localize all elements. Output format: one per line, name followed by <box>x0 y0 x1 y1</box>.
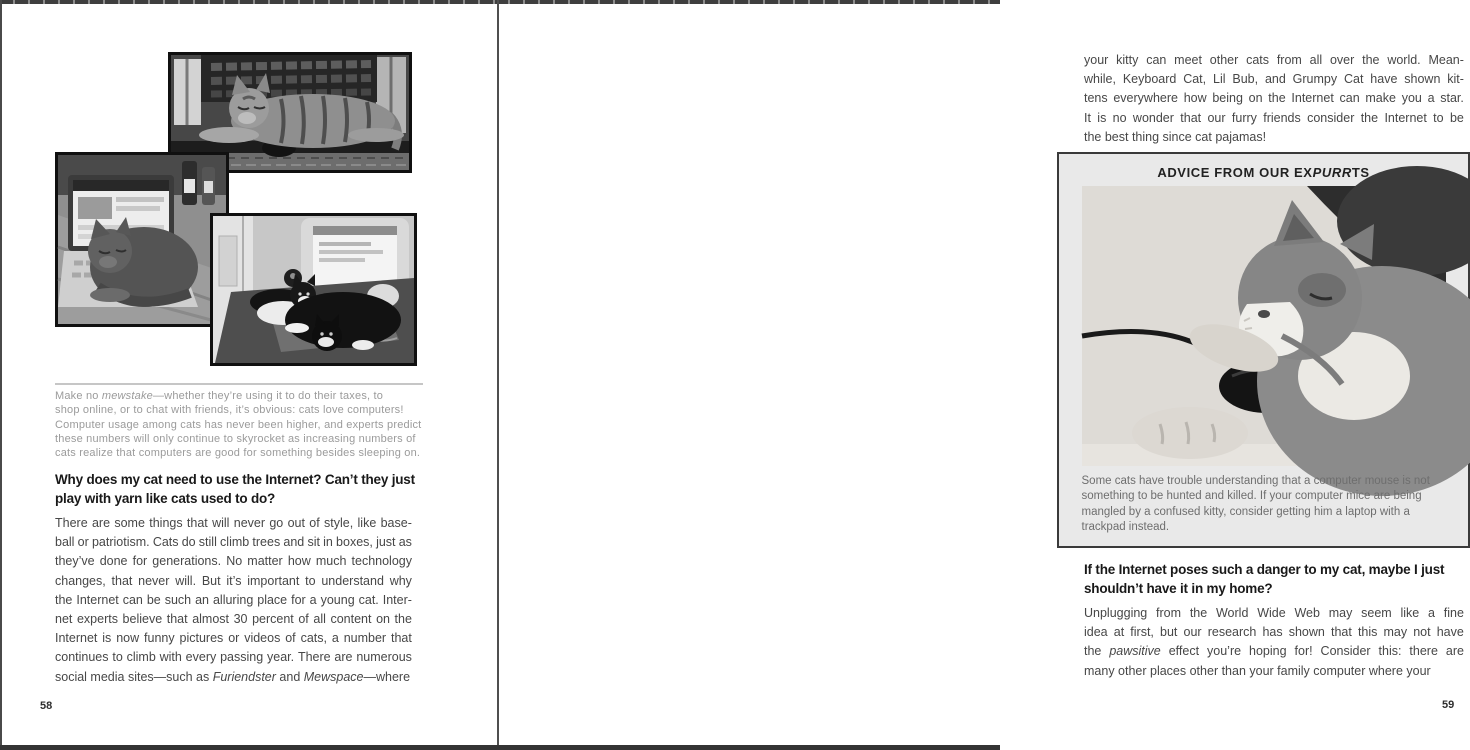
right-page <box>499 0 1464 750</box>
text-line: ball or patriotism. Cats do still climb trees and sit in boxes, just as <box>55 535 412 550</box>
text-line: Computer usage among cats has never been higher, and experts predict <box>55 418 422 431</box>
text-line: many other places other than your family computer where your <box>1084 663 1431 678</box>
text-line: changes, that never will. But it’s important to understand why <box>55 573 412 588</box>
text-line: tens everywhere how being on the Internet can make you a star. <box>1084 91 1464 106</box>
text-line: the Internet can be such an alluring place for a young cat. Inter- <box>55 592 412 607</box>
paragraph-bottom-right <box>1084 604 1464 681</box>
advice-box-caption <box>1082 474 1446 535</box>
text-line: while, Keyboard Cat, Lil Bub, and Grumpy Cat have shown kit- <box>1084 72 1464 87</box>
paragraph-top-right <box>1084 51 1464 147</box>
text-line: play with yarn like cats used to do? <box>55 490 276 506</box>
photo-cat-on-laptop <box>55 152 229 327</box>
two-cats-monitor-illustration <box>213 216 414 363</box>
text-line: If the Internet poses such a danger to my cat, maybe I just <box>1084 562 1445 577</box>
text-line: the pawsitive effect you’re hoping for! Consider this: there are <box>1084 644 1464 659</box>
text-line: Some cats have trouble understanding that a computer mouse is not <box>1081 475 1430 487</box>
text-line: Make no mewstake—whether they’re using it to do their taxes, to <box>55 390 384 402</box>
text-line: mangled by a confused kitty, consider getting him a laptop with a <box>1081 505 1410 518</box>
advice-box <box>1057 152 1470 548</box>
text-line: they’ve done for generations. No matter how much technology <box>55 554 412 569</box>
photo-cat-with-mouse <box>1082 186 1446 466</box>
text-line: your kitty can meet other cats from all over the world. Mean- <box>1084 53 1464 67</box>
text-line: It is no wonder that our furry friends consider the Internet to be <box>1084 110 1464 125</box>
text-line: cats realize that computers are good for something besides sleeping on. <box>55 447 421 460</box>
body-paragraph-left <box>55 514 412 687</box>
page-number-left: 58 <box>40 700 53 712</box>
question-heading-left <box>55 471 415 508</box>
text-line: Unplugging from the World Wide Web may seem like a fine <box>1084 606 1464 620</box>
text-line: There are some things that will never go out of style, like base- <box>55 516 412 530</box>
text-line: shouldn’t have it in my home? <box>1084 580 1273 596</box>
caption-divider-rule <box>55 383 423 385</box>
question-heading-right <box>1084 561 1444 598</box>
text-line: shop online, or to chat with friends, it’s obvious: cats love computers! <box>55 404 404 417</box>
text-line: social media sites—such as Furiendster and Mewspace—where <box>55 669 411 684</box>
photo-caption <box>55 389 435 460</box>
text-line: the best thing since cat pajamas! <box>1084 129 1267 144</box>
text-line: Why does my cat need to use the Internet? Can’t they just <box>55 472 415 487</box>
text-line: Internet is now funny pictures or videos of cats, a number that <box>55 631 412 646</box>
text-line: trackpad instead. <box>1081 520 1170 533</box>
text-line: net experts believe that almost 30 percent of all content on the <box>55 612 412 627</box>
text-line: something to be hunted and killed. If your computer mice are being <box>1081 490 1422 503</box>
text-line: continues to climb with every passing year. There are numerous <box>55 650 412 665</box>
advice-box-title: ADVICE FROM OUR EXPURRTS <box>1157 165 1370 180</box>
cat-on-laptop-illustration <box>58 155 226 324</box>
text-line: these numbers will only continue to skyrocket as increasing numbers of <box>55 432 416 445</box>
page-number-right: 59 <box>1442 699 1455 711</box>
photo-cats-by-monitor <box>210 213 417 366</box>
text-line: idea at first, but our research has shown that this may not have <box>1084 625 1464 640</box>
cat-with-mouse-illustration <box>1082 186 1446 466</box>
left-page <box>0 0 497 750</box>
